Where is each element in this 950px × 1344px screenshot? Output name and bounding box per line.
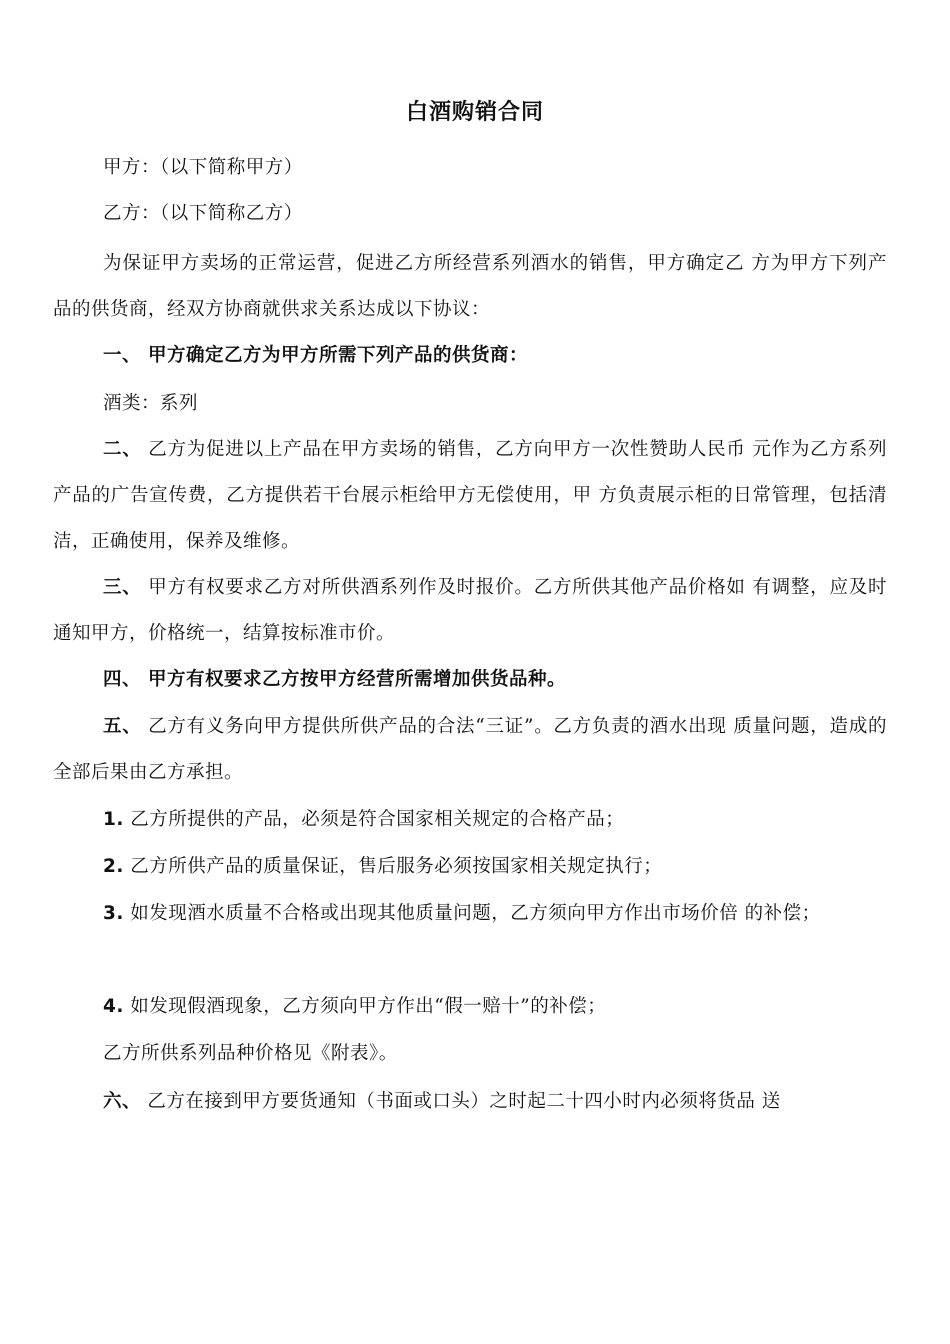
clause-5-paragraph [53,704,887,796]
clause-1-heading: 一、 甲方确定乙方为甲方所需下列产品的供货商： [103,345,528,366]
clause-3-text: 甲方有权要求乙方对所供酒系列作及时报价。乙方所供其他产品价格如 有调整，应及时通知甲方，价格统一，结算按标准市价。 [53,577,887,644]
list-item-3-text: 如发现酒水质量不合格或出现其他质量问题，乙方须向甲方作出市场价倍 的补偿； [123,903,821,924]
list-item-4 [53,984,887,1030]
clause-4-heading: 四、 甲方有权要求乙方按甲方经营所需增加供货品种。 [103,669,566,690]
liquor-type-line: 酒类：系列 [103,393,199,414]
clause-2-paragraph [53,427,887,565]
list-item-4-number: 4. [103,996,124,1017]
list-item-3 [53,891,887,937]
clause-6-number: 六、 [103,1091,142,1112]
clause-2-number: 二、 [103,439,142,460]
list-item-2-text: 乙方所供产品的质量保证，售后服务必须按国家相关规定执行； [123,856,663,877]
clause-6-text: 乙方在接到甲方要货通知（书面或口头）之时起二十四小时内必须将货品 送 [141,1091,781,1112]
party-a-line: 甲方：（以下简称甲方） [103,157,303,178]
list-item-1-number: 1. [103,809,124,830]
intro-paragraph: 为保证甲方卖场的正常运营，促进乙方所经营系列酒水的销售，甲方确定乙 方为甲方下列产品的供货商，经双方协商就供求关系达成以下协议： [53,253,887,320]
clause-5-text: 乙方有义务向甲方提供所供产品的合法“三证”。乙方负责的酒水出现 质量问题，造成的全部后果由乙方承担。 [53,716,887,783]
list-item-4-text: 如发现假酒现象，乙方须向甲方作出“假一赔十”的补偿； [123,996,607,1017]
clause-3-paragraph [53,565,887,657]
price-note-line: 乙方所供系列品种价格见《附表》。 [103,1043,398,1064]
list-item-2-number: 2. [103,856,124,877]
clause-5-number: 五、 [103,716,142,737]
list-item-1 [53,797,887,843]
list-item-3-number: 3. [103,903,124,924]
clause-6-paragraph [53,1079,887,1125]
list-item-2 [53,844,887,890]
document-title: 白酒购销合同 [405,100,544,125]
party-b-line: 乙方：（以下简称乙方） [103,203,303,224]
list-item-1-text: 乙方所提供的产品，必须是符合国家相关规定的合格产品； [123,809,625,830]
clause-3-number: 三、 [103,577,142,598]
clause-2-text: 乙方为促进以上产品在甲方卖场的销售，乙方向甲方一次性赞助人民币 元作为乙方系列产品的广告宣传费，乙方提供若干台展示柜给甲方无偿使用，甲 方负责展示柜的日常管理，包括清洁，正确使用，保养及维修。 [53,439,887,552]
